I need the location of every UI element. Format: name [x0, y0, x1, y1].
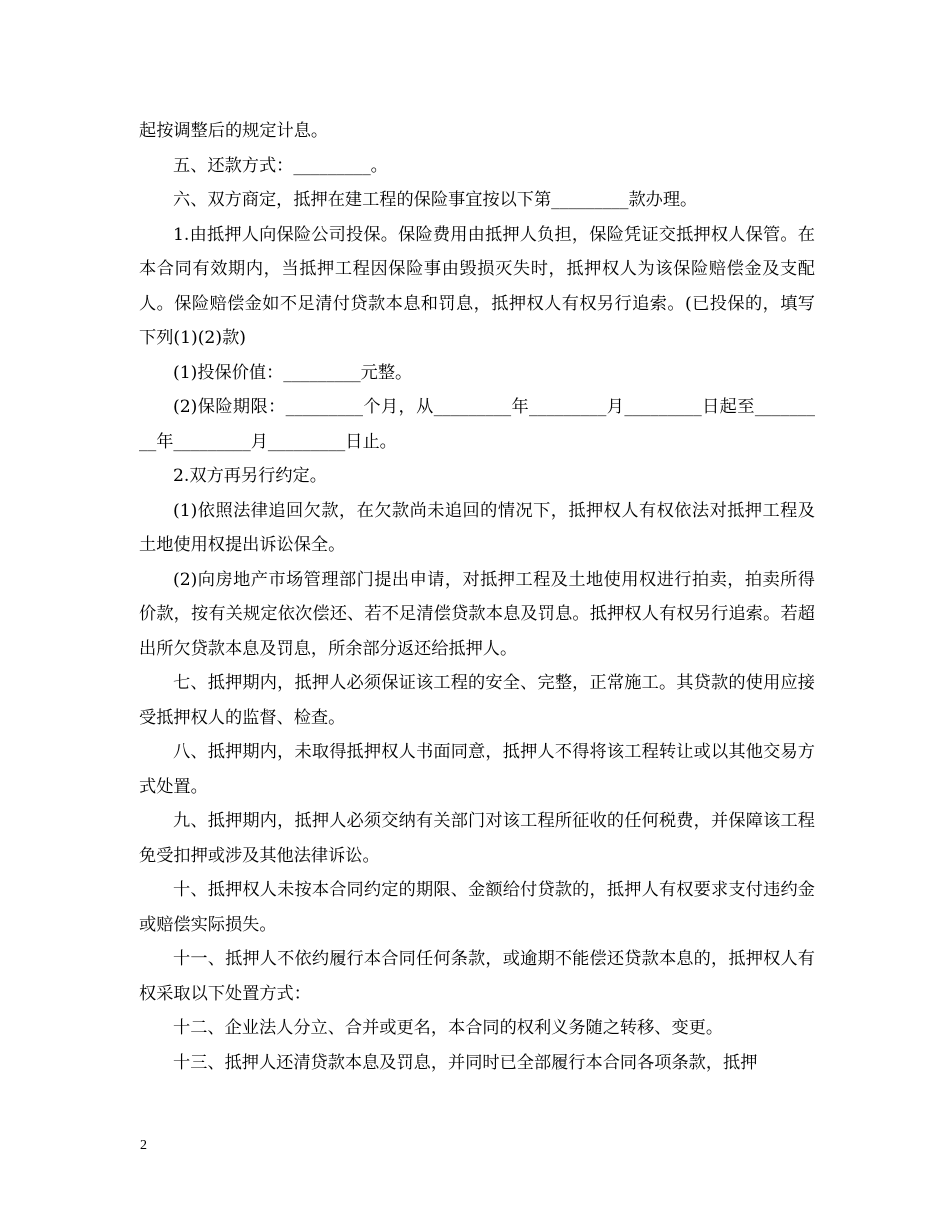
- paragraph-litigation-preservation: (1)依照法律追回欠款，在欠款尚未追回的情况下，抵押权人有权依法对抵押工程及土地使用权提出诉讼保全。: [139, 500, 815, 555]
- page-number: 2: [140, 1138, 147, 1153]
- paragraph-insurance-option-2: 2.双方再另行约定。: [173, 466, 327, 486]
- paragraph-auction: (2)向房地产市场管理部门提出申请，对抵押工程及土地使用权进行拍卖，拍卖所得价款，按有关规定依次偿还、若不足清偿贷款本息及罚息。抵押权人有权另行追索。若超出所欠贷款本息及罚息，所余部分返还给抵押人。: [139, 569, 815, 659]
- paragraph-clause-nine: 九、抵押期内，抵押人必须交纳有关部门对该工程所征收的任何税费，并保障该工程免受扣押或涉及其他法律诉讼。: [139, 811, 815, 866]
- paragraph-insurance-option-1: 1.由抵押人向保险公司投保。保险费用由抵押人负担，保险凭证交抵押权人保管。在本合同有效期内，当抵押工程因保险事由毁损灭失时，抵押权人为该保险赔偿金及支配人。保险赔偿金如不足清付贷款本息和罚息，抵押权人有权另行追索。(已投保的，填写下列(1)(2)款): [139, 224, 815, 348]
- paragraph-insured-value: (1)投保价值：_________元整。: [173, 362, 413, 383]
- contract-body: [139, 114, 815, 1080]
- paragraph-clause-eleven: 十一、抵押人不依约履行本合同任何条款，或逾期不能偿还贷款本息的，抵押权人有权采取以下处置方式：: [139, 949, 815, 1004]
- paragraph-clause-seven: 七、抵押期内，抵押人必须保证该工程的安全、完整，正常施工。其贷款的使用应接受抵押权人的监督、检查。: [139, 673, 815, 728]
- paragraph-insurance-period: (2)保险期限：_________个月，从_________年_________月_________日起至_________年_________月_________日止。: [139, 397, 815, 452]
- paragraph-repayment-method: 五、还款方式：_________。: [173, 155, 388, 176]
- paragraph-clause-eight: 八、抵押期内，未取得抵押权人书面同意，抵押人不得将该工程转让或以其他交易方式处置。: [139, 742, 815, 797]
- paragraph-insurance-agreement: 六、双方商定，抵押在建工程的保险事宜按以下第_________款办理。: [173, 190, 698, 210]
- paragraph-interest-continuation: 起按调整后的规定计息。: [139, 121, 329, 141]
- paragraph-clause-ten: 十、抵押权人未按本合同约定的期限、金额给付贷款的，抵押人有权要求支付违约金或赔偿实际损失。: [139, 880, 815, 935]
- paragraph-clause-twelve: 十二、企业法人分立、合并或更名，本合同的权利义务随之转移、变更。: [173, 1018, 724, 1038]
- paragraph-clause-thirteen: 十三、抵押人还清贷款本息及罚息，并同时已全部履行本合同各项条款，抵押: [173, 1052, 758, 1073]
